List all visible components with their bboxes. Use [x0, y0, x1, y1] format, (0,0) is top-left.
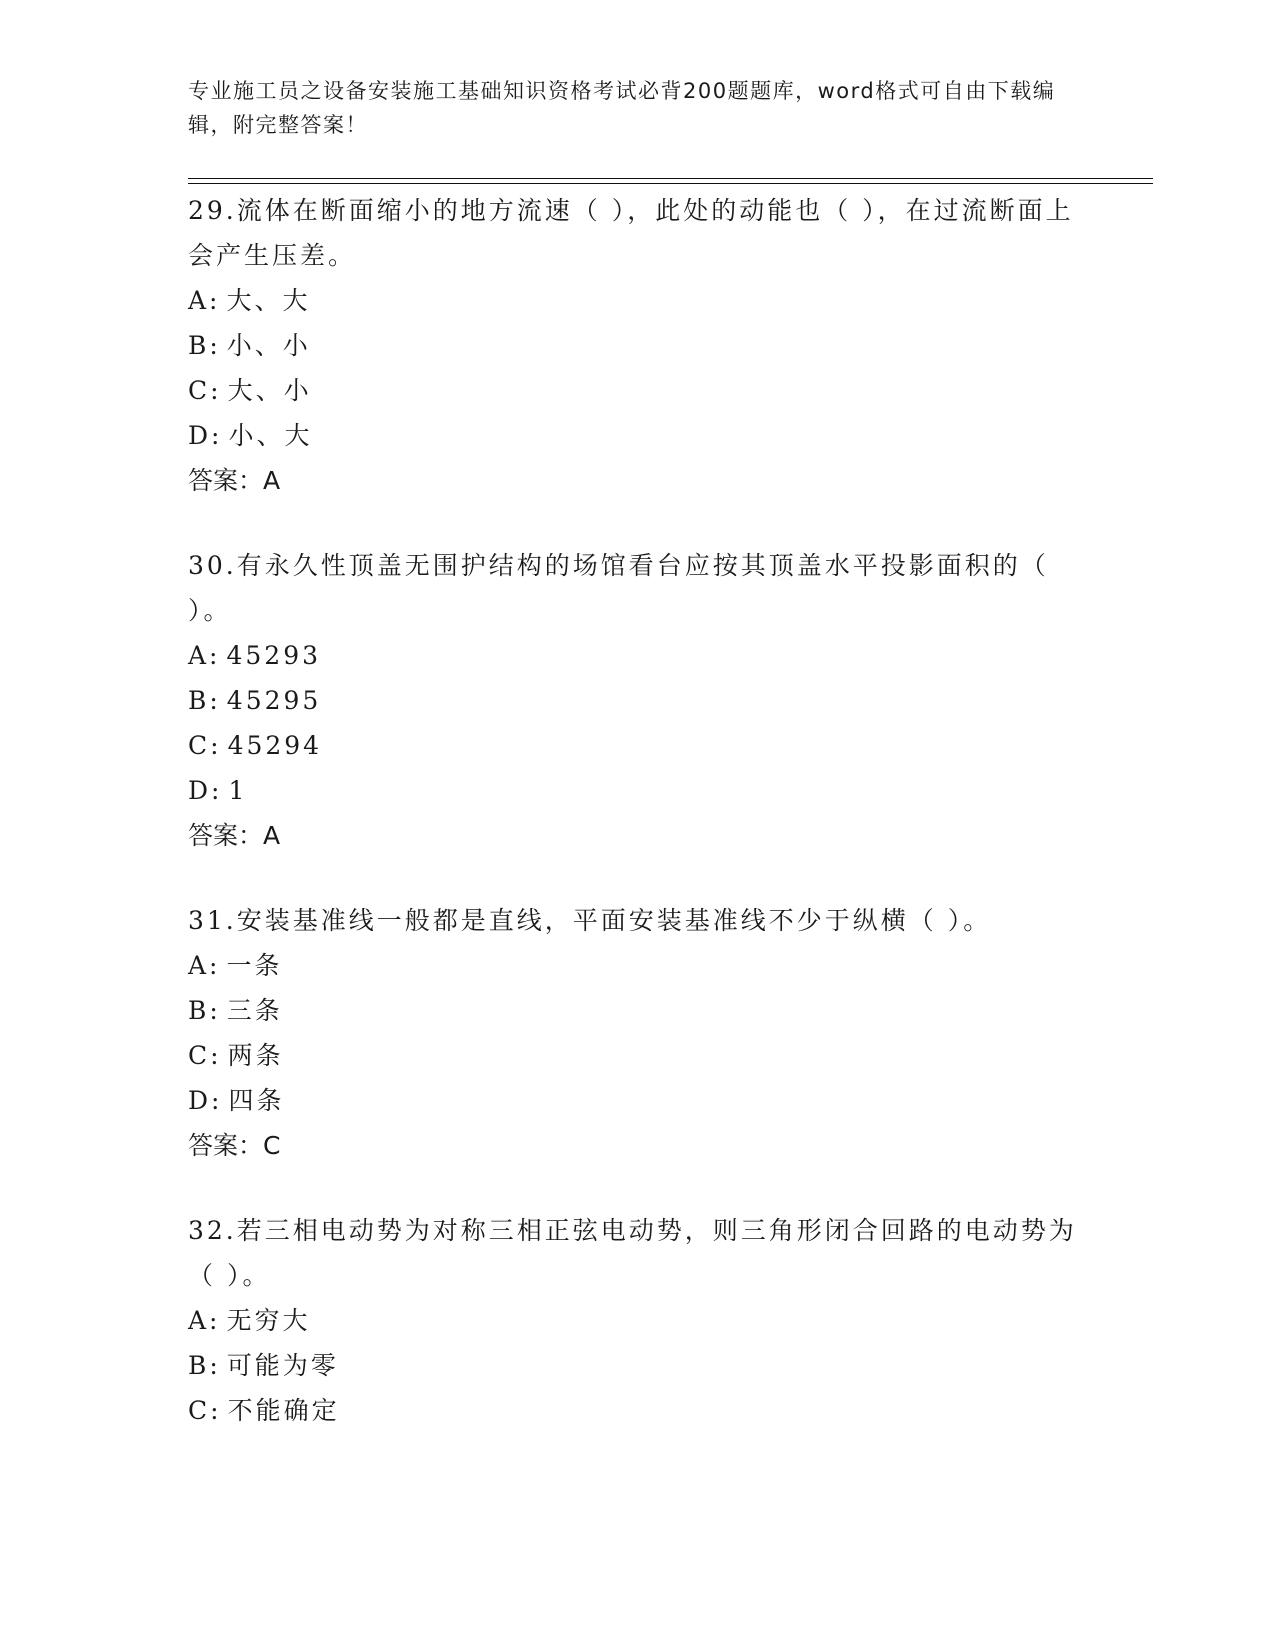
- option-b: [188, 323, 1088, 368]
- option-letter: C:: [188, 731, 222, 760]
- option-letter: D:: [188, 776, 223, 805]
- option-d: [188, 1078, 1088, 1123]
- question-stem: 32.若三相电动势为对称三相正弦电动势，则三角形闭合回路的电动势为（ ）。: [188, 1216, 1077, 1290]
- option-text: 小、大: [228, 421, 313, 450]
- option-text: 三条: [226, 996, 283, 1025]
- option-c: [188, 1033, 1088, 1078]
- option-text: 小、小: [226, 331, 311, 360]
- option-text: 大、小: [227, 376, 312, 405]
- option-c: [188, 723, 1088, 768]
- option-text: 无穷大: [226, 1306, 311, 1335]
- option-letter: B:: [188, 686, 221, 715]
- option-d: [188, 413, 1088, 458]
- option-letter: D:: [188, 421, 223, 450]
- option-letter: A:: [188, 641, 221, 670]
- question-31: [188, 898, 1088, 1168]
- option-b: [188, 1343, 1088, 1388]
- question-30: [188, 543, 1088, 858]
- header-divider-bottom: [188, 183, 1153, 184]
- question-stem: 30.有永久性顶盖无围护结构的场馆看台应按其顶盖水平投影面积的（ ）。: [188, 551, 1049, 625]
- option-letter: A:: [188, 1306, 221, 1335]
- option-b: [188, 678, 1088, 723]
- option-text: 45295: [226, 686, 322, 715]
- question-stem: 31.安装基准线一般都是直线，平面安装基准线不少于纵横（ ）。: [188, 906, 992, 935]
- header-divider-top: [188, 178, 1153, 179]
- option-letter: B:: [188, 331, 221, 360]
- option-a: [188, 1298, 1088, 1343]
- document-header: 专业施工员之设备安装施工基础知识资格考试必背200题题库，word格式可自由下载编辑，附完整答案！: [188, 79, 1056, 137]
- option-a: [188, 633, 1088, 678]
- option-letter: D:: [188, 1086, 223, 1115]
- option-text: 大、大: [226, 286, 311, 315]
- option-text: 两条: [227, 1041, 284, 1070]
- option-letter: C:: [188, 1041, 222, 1070]
- option-letter: C:: [188, 376, 222, 405]
- option-letter: A:: [188, 951, 221, 980]
- option-c: [188, 1388, 1088, 1433]
- option-text: 45294: [227, 731, 323, 760]
- question-stem: 29.流体在断面缩小的地方流速（ ），此处的动能也（ ），在过流断面上会产生压差。: [188, 196, 1074, 270]
- option-b: [188, 988, 1088, 1033]
- question-list: [188, 188, 1088, 1473]
- answer-line: 答案：A: [188, 821, 281, 850]
- option-d: [188, 768, 1088, 813]
- option-a: [188, 278, 1088, 323]
- option-text: 1: [228, 776, 248, 805]
- option-letter: C:: [188, 1396, 222, 1425]
- option-text: 45293: [226, 641, 322, 670]
- option-text: 四条: [228, 1086, 285, 1115]
- option-letter: B:: [188, 1351, 221, 1380]
- question-29: [188, 188, 1088, 503]
- option-letter: A:: [188, 286, 221, 315]
- option-a: [188, 943, 1088, 988]
- question-32: [188, 1208, 1088, 1433]
- option-letter: B:: [188, 996, 221, 1025]
- option-c: [188, 368, 1088, 413]
- option-text: 可能为零: [226, 1351, 339, 1380]
- answer-line: 答案：A: [188, 466, 281, 495]
- option-text: 一条: [226, 951, 283, 980]
- answer-line: 答案：C: [188, 1131, 281, 1160]
- option-text: 不能确定: [227, 1396, 340, 1425]
